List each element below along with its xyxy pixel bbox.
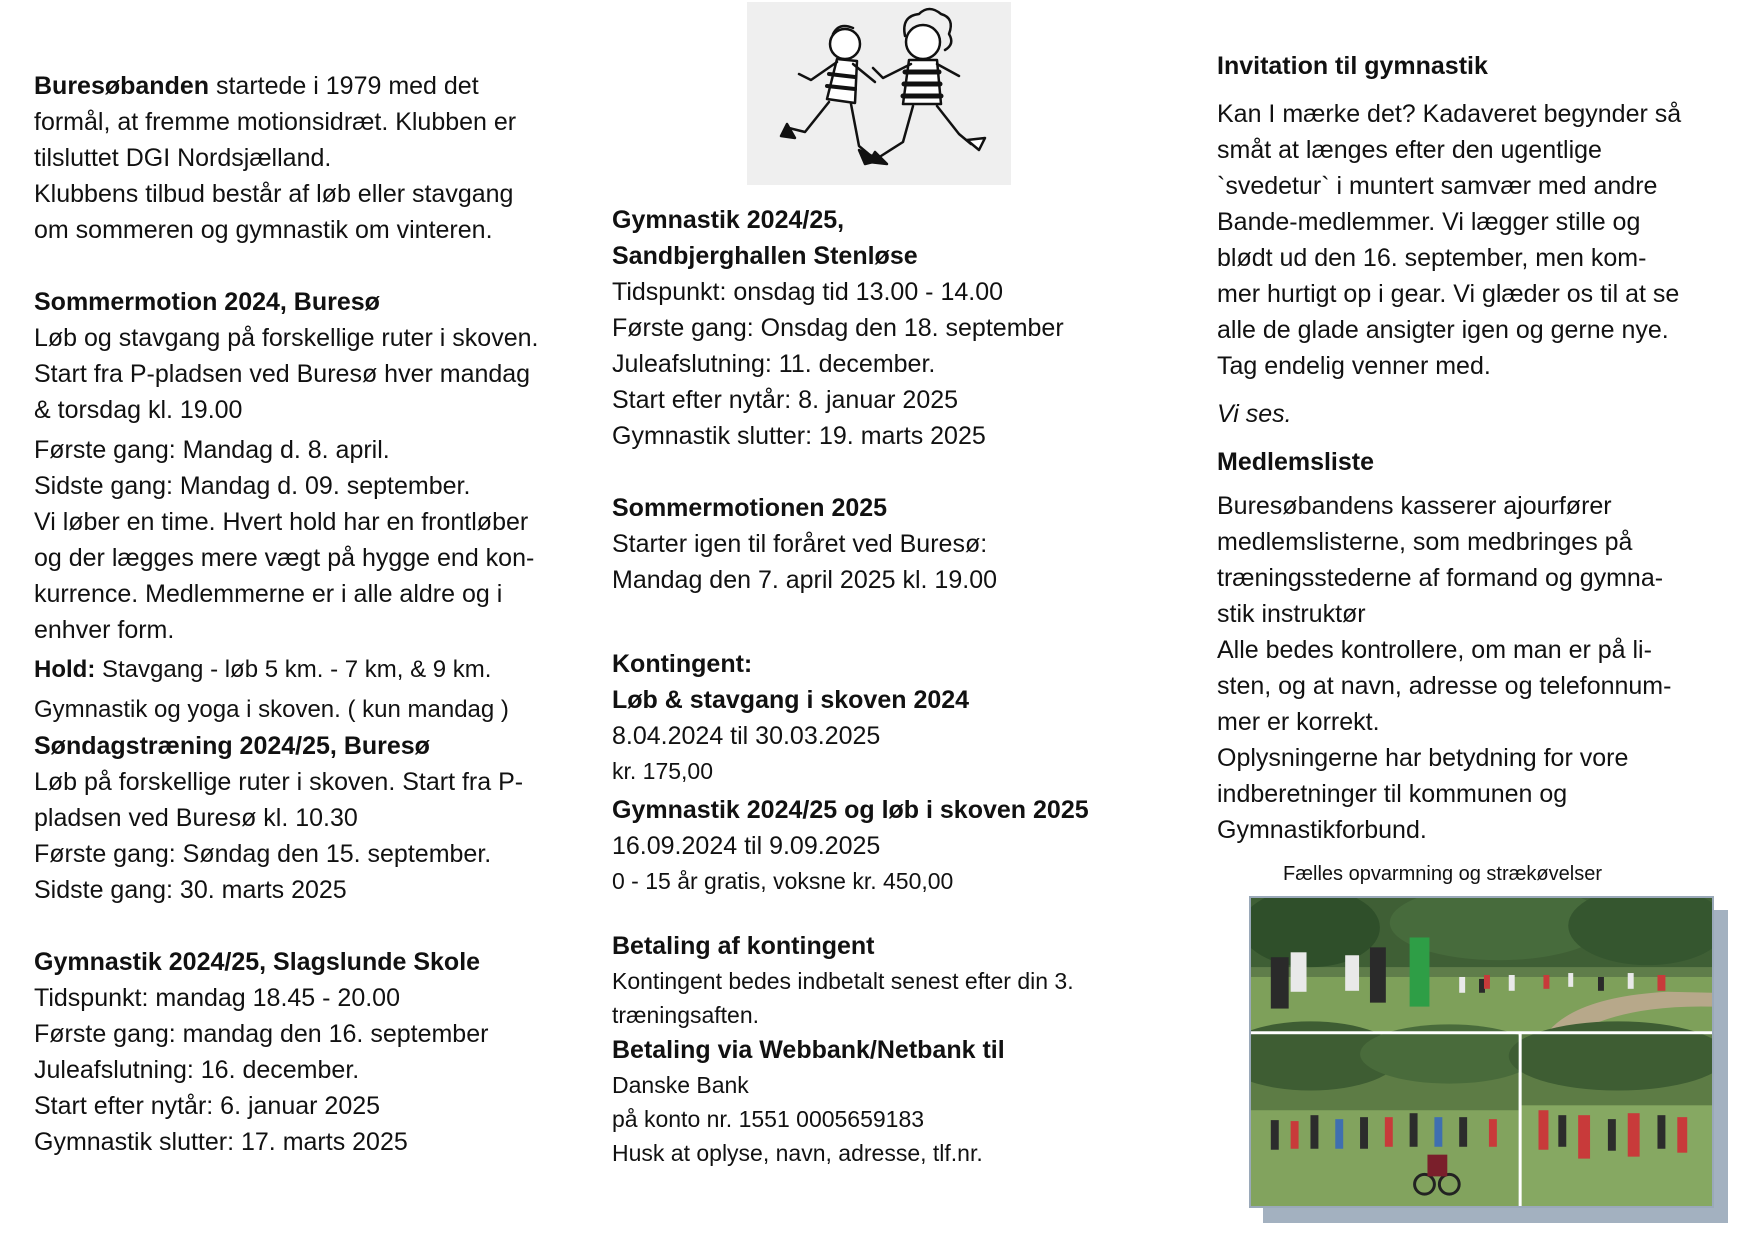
medlemsliste-line: Alle bedes kontrollere, om man er på li- — [1217, 636, 1652, 664]
invitation-line: `svedetur` i muntert samvær med andre — [1217, 172, 1658, 200]
gym-lob-heading: Gymnastik 2024/25 og løb i skoven 2025 — [612, 796, 1089, 824]
kontingent-heading: Kontingent: — [612, 650, 753, 678]
slagslunde-heading: Gymnastik 2024/25, Slagslunde Skole — [34, 948, 481, 976]
sondag-heading: Søndagstræning 2024/25, Buresø — [34, 732, 430, 760]
sandbjerg-line: Start efter nytår: 8. januar 2025 — [612, 386, 959, 414]
slagslunde-line: Tidspunkt: mandag 18.45 - 20.00 — [34, 984, 400, 1012]
gym-lob-period: 16.09.2024 til 9.09.2025 — [612, 832, 881, 860]
betaling-line: træningsaften. — [612, 1002, 760, 1028]
invitation-line: mer hurtigt op i gear. Vi glæder os til at se — [1217, 280, 1680, 308]
medlemsliste-heading: Medlemsliste — [1217, 448, 1375, 476]
slagslunde-line: Gymnastik slutter: 17. marts 2025 — [34, 1128, 408, 1156]
webbank-heading: Betaling via Webbank/Netbank til — [612, 1036, 1005, 1064]
sommer2025-heading: Sommermotionen 2025 — [612, 494, 888, 522]
bank-line: Husk at oplyse, navn, adresse, tlf.nr. — [612, 1140, 983, 1166]
sommermotion-line: kurrence. Medlemmerne er i alle aldre og i — [34, 580, 503, 608]
sommer2025-line: Mandag den 7. april 2025 kl. 19.00 — [612, 566, 997, 594]
slagslunde-line: Start efter nytår: 6. januar 2025 — [34, 1092, 381, 1120]
invitation-line: Bande-medlemmer. Vi lægger stille og — [1217, 208, 1641, 236]
intro-line-5: om sommeren og gymnastik om vinteren. — [34, 216, 493, 244]
sandbjerg-line: Tidspunkt: onsdag tid 13.00 - 14.00 — [612, 278, 1004, 306]
invitation-line: Tag endelig venner med. — [1217, 352, 1491, 380]
sommer2025-line: Starter igen til foråret ved Buresø: — [612, 530, 988, 558]
sommermotion-heading: Sommermotion 2024, Buresø — [34, 288, 380, 316]
sandbjerg-line: Juleafslutning: 11. december. — [612, 350, 936, 378]
photo-caption: Fælles opvarmning og strækøvelser — [1283, 863, 1602, 885]
bank-line: på konto nr. 1551 0005659183 — [612, 1106, 925, 1132]
invitation-heading: Invitation til gymnastik — [1217, 52, 1488, 80]
medlemsliste-line: medlemslisterne, som medbringes på — [1217, 528, 1633, 556]
intro-line-4: Klubbens tilbud består af løb eller stavgang — [34, 180, 514, 208]
invitation-line: småt at længes efter den ugentlige — [1217, 136, 1602, 164]
gym-yoga-line: Gymnastik og yoga i skoven. ( kun mandag ) — [34, 696, 509, 723]
club-name: Buresøbanden — [34, 72, 210, 100]
medlemsliste-line: Buresøbandens kasserer ajourfører — [1217, 492, 1612, 520]
outdoor-exercise-photos — [1251, 898, 1712, 1206]
bank-line: Danske Bank — [612, 1072, 749, 1098]
medlemsliste-line: stik instruktør — [1217, 600, 1366, 628]
intro-line-2: formål, at fremme motionsidræt. Klubben er — [34, 108, 517, 136]
intro-line-3: tilsluttet DGI Nordsjælland. — [34, 144, 332, 172]
betaling-line: Kontingent bedes indbetalt senest efter din 3. — [612, 968, 1074, 994]
running-figures-illustration — [747, 2, 1011, 185]
hold-line: Hold: Stavgang - løb 5 km. - 7 km, & 9 km. — [34, 656, 492, 683]
invitation-line: alle de glade ansigter igen og gerne nye. — [1217, 316, 1669, 344]
sommermotion-line: Sidste gang: Mandag d. 09. september. — [34, 472, 471, 500]
medlemsliste-line: sten, og at navn, adresse og telefonnum- — [1217, 672, 1672, 700]
sondag-line: Første gang: Søndag den 15. september. — [34, 840, 492, 868]
invitation-line: blødt ud den 16. september, men kom- — [1217, 244, 1647, 272]
sommermotion-line: Løb og stavgang på forskellige ruter i skoven. — [34, 324, 539, 352]
group-exercise-photo-collage — [1249, 896, 1714, 1208]
medlemsliste-line: træningsstederne af formand og gymna- — [1217, 564, 1664, 592]
lob-price: kr. 175,00 — [612, 758, 714, 784]
running-cartoon-image — [747, 2, 1011, 185]
lob-heading: Løb & stavgang i skoven 2024 — [612, 686, 970, 714]
sommermotion-line: Vi løber en time. Hvert hold har en frontløber — [34, 508, 529, 536]
hold-label: Hold: — [34, 656, 96, 683]
sondag-line: Sidste gang: 30. marts 2025 — [34, 876, 347, 904]
slagslunde-line: Juleafslutning: 16. december. — [34, 1056, 360, 1084]
vi-ses-text: Vi ses. — [1217, 400, 1292, 428]
invitation-line: Kan I mærke det? Kadaveret begynder så — [1217, 100, 1682, 128]
medlemsliste-line: mer er korrekt. — [1217, 708, 1380, 736]
sommermotion-line: & torsdag kl. 19.00 — [34, 396, 243, 424]
intro-line-1: Buresøbanden startede i 1979 med det — [34, 72, 479, 100]
sommermotion-line: enhver form. — [34, 616, 175, 644]
sommermotion-line: Første gang: Mandag d. 8. april. — [34, 436, 390, 464]
medlemsliste-line: indberetninger til kommunen og — [1217, 780, 1568, 808]
sondag-line: pladsen ved Buresø kl. 10.30 — [34, 804, 358, 832]
sandbjerg-heading: Sandbjerghallen Stenløse — [612, 242, 918, 270]
medlemsliste-line: Gymnastikforbund. — [1217, 816, 1427, 844]
sandbjerg-line: Gymnastik slutter: 19. marts 2025 — [612, 422, 986, 450]
sandbjerg-heading: Gymnastik 2024/25, — [612, 206, 845, 234]
lob-period: 8.04.2024 til 30.03.2025 — [612, 722, 881, 750]
sandbjerg-line: Første gang: Onsdag den 18. september — [612, 314, 1064, 342]
slagslunde-line: Første gang: mandag den 16. september — [34, 1020, 489, 1048]
sommermotion-line: og der lægges mere vægt på hygge end kon- — [34, 544, 535, 572]
sommermotion-line: Start fra P-pladsen ved Buresø hver mandag — [34, 360, 531, 388]
medlemsliste-line: Oplysningerne har betydning for vore — [1217, 744, 1629, 772]
sondag-line: Løb på forskellige ruter i skoven. Start fra P- — [34, 768, 524, 796]
betaling-heading: Betaling af kontingent — [612, 932, 875, 960]
gym-lob-price: 0 - 15 år gratis, voksne kr. 450,00 — [612, 868, 954, 894]
